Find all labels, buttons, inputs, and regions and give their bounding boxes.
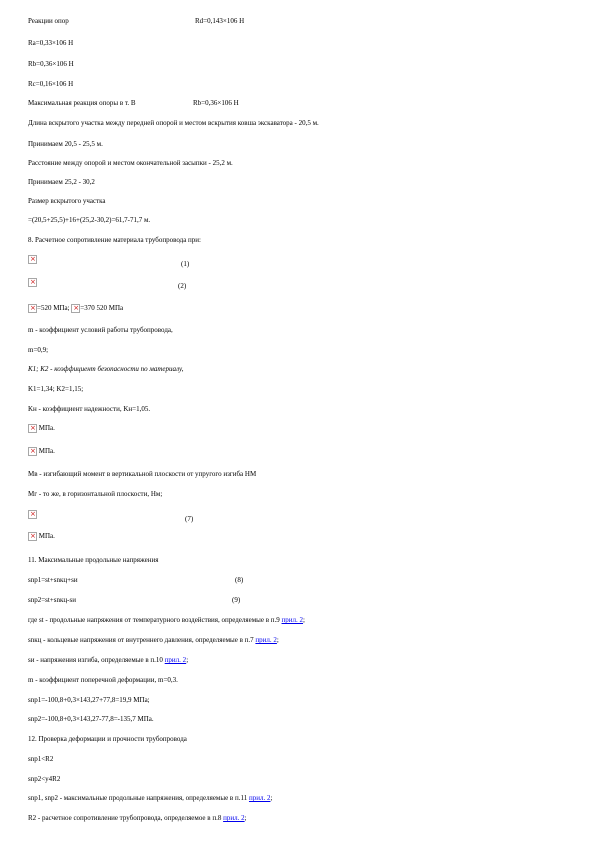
opened-section-size-value: =(20,5+25,5)+16+(25,2-30,2)=61,7-71,7 м.	[28, 216, 151, 224]
snp2-calculation: snp2=-100,8+0,3×143,27-77,8=-135,7 МПа.	[28, 715, 154, 723]
reaction-ra: Ra=0,33×106 Н	[28, 39, 74, 47]
formula-1-image	[28, 255, 37, 264]
broken-image-icon	[28, 510, 37, 519]
section-8-heading: 8. Расчетное сопротивление материала трубопровода при:	[28, 236, 201, 244]
appendix-2-link[interactable]: прил. 2	[248, 794, 271, 802]
formula-7-image	[28, 510, 37, 519]
formula-2-image	[28, 278, 37, 287]
sncc-description: snкц - кольцевые напряжения от внутреннего давления, определяемые в п.7 прил. 2;	[28, 636, 279, 644]
result-mpa-3: × МПа.	[28, 532, 55, 541]
condition-1: snp1<R2	[28, 755, 54, 763]
appendix-2-link[interactable]: прил. 2	[281, 616, 304, 624]
section-12-heading: 12. Проверка деформации и прочности трубопровода	[28, 735, 187, 743]
coef-m-value: m=0,9;	[28, 346, 49, 354]
snp1-calculation: snp1=-100,8+0,3×143,27+77,8=19,9 МПа;	[28, 696, 150, 704]
section-11-heading: 11. Максимальные продольные напряжения	[28, 556, 159, 564]
broken-image-icon	[28, 424, 37, 433]
reactions-heading: Реакции опор	[28, 17, 69, 25]
max-reaction-value: Rb=0,36×106 Н	[193, 99, 239, 107]
appendix-2-link[interactable]: прил. 2	[164, 656, 187, 664]
coef-m-description: m - коэффициент условий работы трубопровода,	[28, 326, 173, 334]
broken-image-icon	[28, 447, 37, 456]
equation-number-7: (7)	[185, 515, 194, 523]
appendix-2-link[interactable]: прил. 2	[255, 636, 277, 644]
coef-kn: Kн - коэффициент надежности, Kн=1,05.	[28, 405, 151, 413]
si-description: sи - напряжения изгиба, определяемые в п.10 прил. 2;	[28, 656, 189, 664]
accepted-length-1: Принимаем 20,5 - 25,5 м.	[28, 140, 103, 148]
result-mpa-1: × МПа.	[28, 424, 55, 433]
broken-image-icon	[28, 255, 37, 264]
st-description: где st - продольные напряжения от температурного воздействия, определяемые в п.9 прил. 2;	[28, 616, 305, 624]
support-distance: Расстояние между опорой и местом окончательной засыпки - 25,2 м.	[28, 159, 233, 167]
condition-2: snp2<y4R2	[28, 775, 61, 783]
equation-number-2: (2)	[178, 282, 187, 290]
equation-number-8: (8)	[235, 576, 244, 584]
snp-description: snp1, snp2 - максимальные продольные напряжения, определяемые в п.11 прил. 2;	[28, 794, 273, 802]
reaction-rd: Rd=0,143×106 Н	[195, 17, 245, 25]
coef-k-description: K1; K2 - коэффициент безопасности по материалу,	[28, 365, 184, 373]
max-reaction-label: Максимальная реакция опоры в т. В	[28, 99, 136, 107]
reaction-rb: Rb=0,36×106 Н	[28, 60, 74, 68]
r2-description: R2 - расчетное сопротивление трубопровода, определяемое в п.8 прил. 2;	[28, 814, 247, 822]
result-mpa-2: × МПа.	[28, 447, 55, 456]
accepted-length-2: Принимаем 25,2 - 30,2	[28, 178, 95, 186]
broken-image-icon	[71, 304, 80, 313]
broken-image-icon	[28, 532, 37, 541]
reaction-rc: Rc=0,16×106 Н	[28, 80, 74, 88]
strength-values: ×=520 МПа; × =370 520 МПа	[28, 304, 123, 313]
coef-k-values: K1=1,34; K2=1,15;	[28, 385, 84, 393]
broken-image-icon	[28, 278, 37, 287]
equation-number-1: (1)	[181, 260, 190, 268]
poisson-description: m - коэффициент поперечной деформации, m=0,3.	[28, 676, 178, 684]
appendix-2-link[interactable]: прил. 2	[223, 814, 245, 822]
opened-section-size-label: Размер вскрытого участка	[28, 197, 106, 205]
moment-horizontal: Мг - то же, в горизонтальной плоскости, Нм;	[28, 490, 163, 498]
broken-image-icon	[28, 304, 37, 313]
opened-section-length: Длина вскрытого участка между передней опорой и местом вскрытия ковша экскаватора - 20,5 м.	[28, 119, 319, 127]
formula-8: snp1=st+snкц+sи	[28, 576, 78, 584]
formula-9: snp2=st+snкц-sи	[28, 596, 76, 604]
moment-vertical: Мв - изгибающий момент в вертикальной плоскости от упругого изгиба НМ	[28, 470, 257, 478]
equation-number-9: (9)	[232, 596, 241, 604]
